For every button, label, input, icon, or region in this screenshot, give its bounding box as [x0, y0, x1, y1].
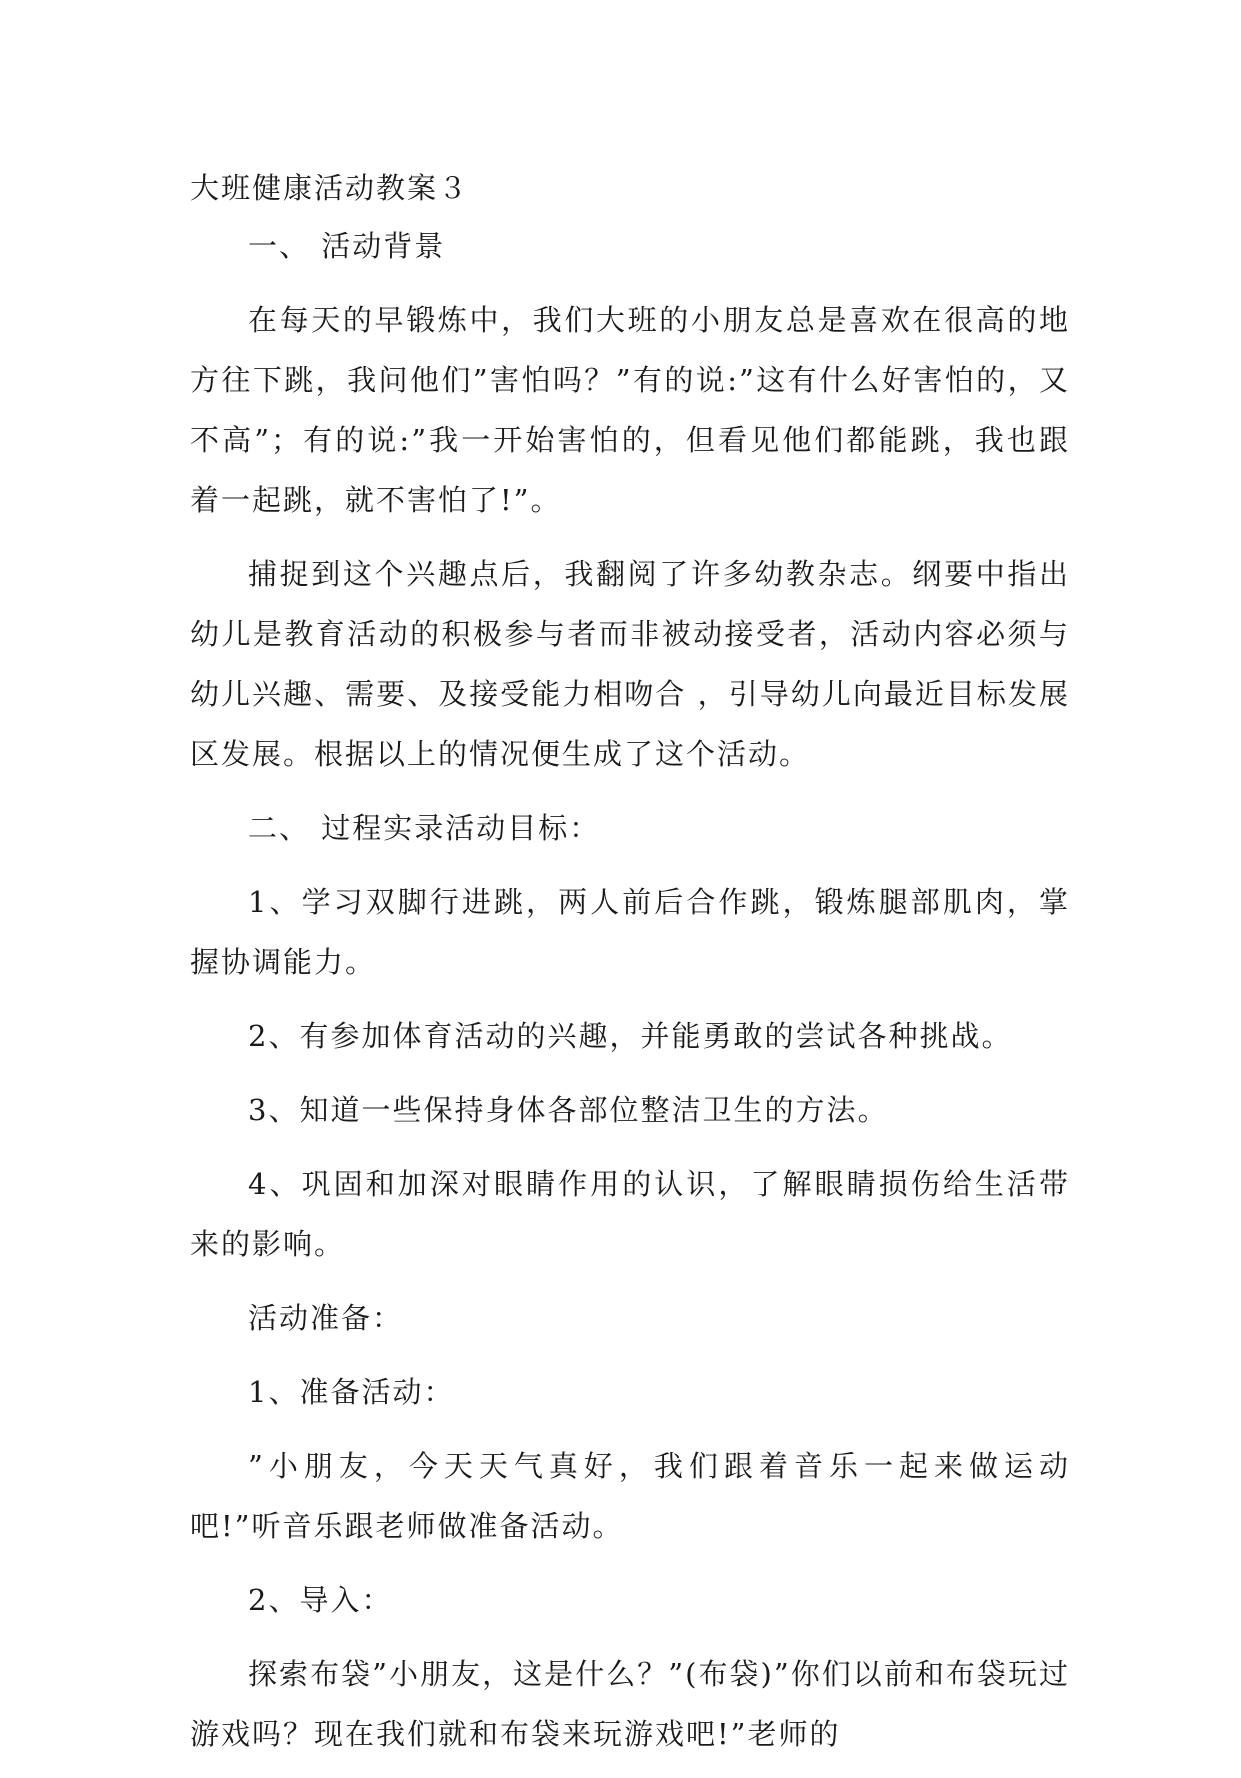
goal-item-1: 1、学习双脚行进跳，两人前后合作跳，锻炼腿部肌肉，掌握协调能力。 — [190, 885, 1070, 979]
section-heading-preparation: 活动准备： — [248, 1301, 404, 1335]
paragraph-warmup: ”小朋友，今天天气真好，我们跟着音乐一起来做运动吧!”听音乐跟老师做准备活动。 — [190, 1449, 1070, 1543]
step-heading-intro: 2、导入： — [248, 1583, 393, 1617]
document-body — [190, 160, 1070, 1778]
goal-item-4: 4、巩固和加深对眼睛作用的认识，了解眼睛损伤给生活带来的影响。 — [190, 1167, 1070, 1261]
section-heading-goals: 二、 过程实录活动目标： — [248, 811, 601, 845]
goal-item-2: 2、有参加体育活动的兴趣，并能勇敢的尝试各种挑战。 — [248, 1019, 1013, 1053]
paragraph-intro: 探索布袋”小朋友，这是什么？”(布袋)”你们以前和布袋玩过游戏吗？现在我们就和布袋来玩游戏吧!”老师的 — [190, 1657, 1070, 1751]
step-heading-warmup: 1、准备活动： — [248, 1375, 455, 1409]
paragraph-interest-point: 捕捉到这个兴趣点后，我翻阅了许多幼教杂志。纲要中指出幼儿是教育活动的积极参与者而非被动接受者，活动内容必须与幼儿兴趣、需要、及接受能力相吻合 ，引导幼儿向最近目标发展区发展。根据以上的情况便生成了这个活动。 — [190, 557, 1070, 771]
goal-item-3: 3、知道一些保持身体各部位整洁卫生的方法。 — [248, 1093, 889, 1127]
section-heading-background: 一、 活动背景 — [248, 229, 446, 263]
paragraph-background-story: 在每天的早锻炼中，我们大班的小朋友总是喜欢在很高的地方往下跳，我问他们”害怕吗？”有的说:”这有什么好害怕的，又不高”；有的说:”我一开始害怕的，但看见他们都能跳，我也跟着一起跳，就不害怕了!”。 — [190, 303, 1070, 517]
document-title: 大班健康活动教案３ — [190, 171, 470, 205]
